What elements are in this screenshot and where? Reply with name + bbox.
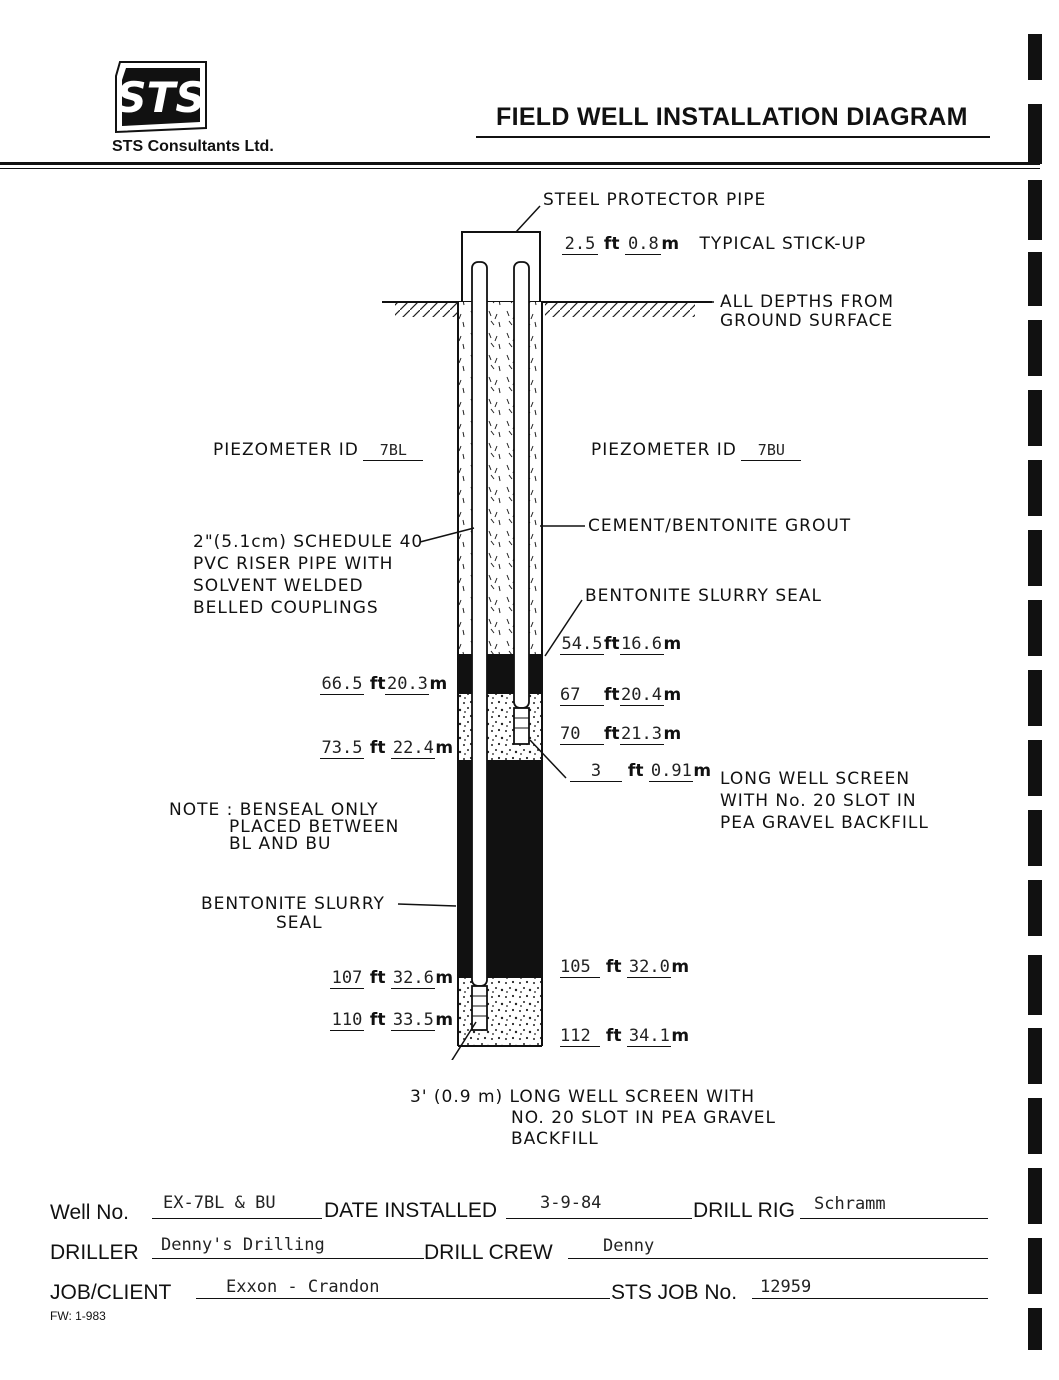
- lower-bentonite-seal: [458, 760, 542, 978]
- steel-protector-label: STEEL PROTECTOR PIPE: [543, 190, 767, 210]
- piezometer-right-label: PIEZOMETER ID: [591, 440, 737, 460]
- depth-66-5: 66.5 ft20.3m: [321, 674, 448, 694]
- date-installed-field[interactable]: [506, 1218, 692, 1219]
- note-line-1: NOTE : BENSEAL ONLY: [169, 800, 379, 820]
- depth-54-5: 54.5ft16.6m: [561, 634, 682, 654]
- driller-value: Denny's Drilling: [161, 1235, 325, 1255]
- header-rule: [0, 162, 1040, 165]
- logo-text: STS: [116, 73, 206, 122]
- logo: [112, 58, 210, 136]
- riser-pipe-7bu: [514, 262, 529, 708]
- depth-107: 107 ft 32.6m: [331, 968, 454, 988]
- driller-label: DRILLER: [50, 1241, 139, 1264]
- leader-steel-pipe: [516, 206, 540, 232]
- depths-from-1: ALL DEPTHS FROM: [720, 292, 895, 312]
- riser-label-4: BELLED COUPLINGS: [193, 598, 379, 618]
- sts-job-value: 12959: [760, 1277, 812, 1297]
- depth-112: 112 ft 34.1m: [560, 1026, 690, 1046]
- note-line-3: BL AND BU: [229, 834, 332, 854]
- date-installed-value: 3-9-84: [540, 1193, 602, 1213]
- riser-label-1: 2"(5.1cm) SCHEDULE 40: [193, 532, 424, 552]
- piezometer-right: [591, 440, 801, 461]
- leader-lower-seal: [398, 904, 456, 906]
- well-no-field[interactable]: [152, 1218, 322, 1219]
- screen-lower-label-3: BACKFILL: [511, 1129, 599, 1149]
- depth-73-5: 73.5 ft 22.4m: [321, 738, 454, 758]
- screen-upper-label-2: WITH No. 20 SLOT IN: [720, 791, 917, 811]
- depth-67: 67 ft20.4m: [560, 685, 682, 705]
- ground-hatch-right: [545, 303, 695, 317]
- depth-110: 110 ft 33.5m: [331, 1010, 454, 1030]
- title-underline: [476, 136, 990, 138]
- header-rule-thin: [0, 168, 1040, 169]
- well-no-value: EX-7BL & BU: [163, 1193, 276, 1213]
- driller-field[interactable]: [152, 1258, 424, 1259]
- piezometer-right-id: 7BU: [741, 440, 801, 461]
- note-line-2: PLACED BETWEEN: [229, 817, 400, 837]
- lower-gravel-pack: [458, 978, 542, 1046]
- riser-label-2: PVC RISER PIPE WITH: [193, 554, 394, 574]
- screen-lower-label-1: 3' (0.9 m) LONG WELL SCREEN WITH: [410, 1087, 756, 1107]
- grout-label: CEMENT/BENTONITE GROUT: [588, 516, 852, 536]
- sts-job-field[interactable]: [752, 1298, 988, 1299]
- drill-rig-field[interactable]: [800, 1218, 988, 1219]
- drill-crew-value: Denny: [603, 1236, 655, 1256]
- job-client-label: JOB/CLIENT: [50, 1281, 172, 1304]
- drill-rig-value: Schramm: [814, 1194, 886, 1214]
- screen-length-upper: 3 ft 0.91m: [570, 761, 711, 782]
- lower-seal-label-2: SEAL: [276, 913, 323, 933]
- piezometer-left-id: 7BL: [363, 440, 423, 461]
- drill-rig-label: DRILL RIG: [693, 1199, 795, 1222]
- slurry-seal-upper-label: BENTONITE SLURRY SEAL: [585, 586, 822, 606]
- screen-lower-label-2: NO. 20 SLOT IN PEA GRAVEL: [511, 1108, 776, 1128]
- job-client-field[interactable]: [196, 1298, 610, 1299]
- screen-upper-label-3: PEA GRAVEL BACKFILL: [720, 813, 929, 833]
- stickup-line: 2.5 ft 0.8 m TYPICAL STICK-UP: [562, 234, 866, 255]
- screen-upper-label-1: LONG WELL SCREEN: [720, 769, 911, 789]
- riser-label-3: SOLVENT WELDED: [193, 576, 364, 596]
- screen-7bu: [514, 708, 529, 744]
- piezometer-left-label: PIEZOMETER ID: [213, 440, 359, 460]
- stickup-text: TYPICAL STICK-UP: [699, 234, 867, 254]
- company-name: STS Consultants Ltd.: [112, 138, 274, 155]
- form-code: FW: 1-983: [50, 1309, 106, 1323]
- depths-from-2: GROUND SURFACE: [720, 311, 894, 331]
- date-installed-label: DATE INSTALLED: [324, 1199, 498, 1222]
- stickup-ft: 2.5: [562, 234, 598, 255]
- riser-pipe-7bl: [472, 262, 487, 986]
- margin-marks: [1024, 20, 1059, 1380]
- drill-crew-field[interactable]: [568, 1258, 988, 1259]
- well-diagram: [370, 190, 740, 1060]
- drill-crew-label: DRILL CREW: [424, 1241, 553, 1264]
- piezometer-left: [213, 440, 423, 461]
- lower-seal-label-1: BENTONITE SLURRY: [201, 894, 385, 914]
- depth-105: 105 ft 32.0m: [560, 957, 690, 977]
- stickup-m: 0.8: [625, 234, 661, 255]
- depth-70: 70 ft21.3m: [560, 724, 682, 744]
- well-no-label: Well No.: [50, 1201, 129, 1224]
- job-client-value: Exxon - Crandon: [226, 1277, 380, 1297]
- page-title: FIELD WELL INSTALLATION DIAGRAM: [496, 103, 968, 131]
- ground-hatch-left: [395, 303, 457, 317]
- sts-job-label: STS JOB No.: [611, 1281, 738, 1304]
